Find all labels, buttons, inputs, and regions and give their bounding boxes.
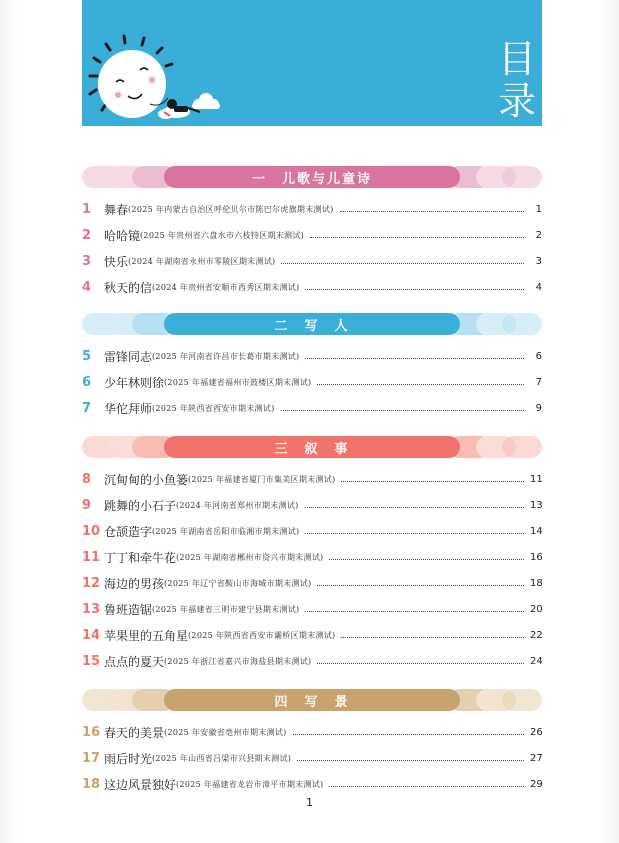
page-number: 1 (306, 796, 313, 809)
dot-leader (281, 263, 524, 264)
entry-number: 6 (82, 374, 92, 390)
entry-number: 10 (82, 523, 101, 539)
entry-page-number: 7 (535, 376, 542, 388)
entry-number: 11 (82, 549, 101, 565)
toc-entry[interactable] (82, 596, 542, 622)
entry-page-number: 11 (530, 473, 543, 485)
entry-title: 点点的夏天 (104, 654, 165, 669)
toc-title-char: 目 (497, 37, 536, 81)
section-banner (82, 436, 542, 458)
entry-number: 13 (82, 601, 101, 617)
toc-entry[interactable] (82, 248, 542, 274)
entry-number: 12 (82, 575, 101, 591)
entry-page-number: 14 (530, 525, 543, 537)
dot-leader (329, 786, 524, 787)
toc-entry[interactable] (82, 196, 542, 222)
dot-leader (317, 663, 524, 664)
entry-source: (2025 年内蒙古自治区呼伦贝尔市陈巴尔虎旗期末测试) (128, 204, 334, 214)
entry-source: (2025 年贵州省六盘水市六枝特区期末测试) (140, 230, 305, 240)
entry-source: (2025 年山西省吕梁市兴县期末测试) (152, 753, 292, 763)
entry-title: 少年林则徐 (104, 375, 165, 390)
banner-decoration (502, 436, 542, 458)
banner-decoration (502, 166, 542, 188)
toc-entry-list (82, 196, 542, 300)
dot-leader (329, 559, 524, 560)
toc-entry[interactable] (82, 622, 542, 648)
dot-leader (340, 211, 524, 212)
entry-title: 雷锋同志 (104, 349, 153, 364)
entry-title: 苹果里的五角星 (104, 628, 189, 643)
entry-page-number: 29 (530, 778, 543, 790)
entry-page-number: 9 (535, 402, 542, 414)
toc-entry[interactable] (82, 544, 542, 570)
entry-page-number: 4 (535, 281, 542, 293)
entry-source: (2025 年河南省许昌市长葛市期末测试) (152, 351, 300, 361)
section-title: 三 叙 事 (164, 436, 460, 458)
entry-title: 舞春 (104, 202, 129, 217)
entry-title: 跳舞的小石子 (104, 498, 177, 513)
dot-leader (341, 637, 524, 638)
entry-page-number: 18 (530, 577, 543, 589)
entry-page-number: 2 (535, 229, 542, 241)
entry-number: 5 (82, 348, 92, 364)
dot-leader (310, 237, 524, 238)
section-banner (82, 313, 542, 335)
entry-source: (2025 年陕西省西安市期末测试) (152, 403, 275, 413)
entry-title: 这边风景独好 (104, 777, 177, 792)
dot-leader (305, 358, 524, 359)
toc-entry[interactable] (82, 570, 542, 596)
dot-leader (293, 734, 524, 735)
entry-number: 17 (82, 750, 101, 766)
dot-leader (305, 611, 524, 612)
entry-source: (2024 年贵州省安顺市西秀区期末测试) (152, 282, 300, 292)
entry-source: (2025 年福建省厦门市集美区期末测试) (188, 474, 336, 484)
entry-source: (2025 年浙江省嘉兴市海盐县期末测试) (164, 656, 312, 666)
toc-entry[interactable] (82, 274, 542, 300)
dot-leader (305, 289, 524, 290)
toc-entry[interactable] (82, 492, 542, 518)
section-children-songs (82, 166, 542, 300)
toc-entry[interactable] (82, 369, 542, 395)
entry-number: 9 (82, 497, 92, 513)
section-title: 二 写 人 (164, 313, 460, 335)
entry-number: 18 (82, 776, 101, 792)
entry-source: (2025 年福建省福州市鼓楼区期末测试) (164, 377, 312, 387)
section-scenery (82, 689, 542, 797)
entry-title: 哈哈镜 (104, 228, 141, 243)
section-banner (82, 166, 542, 188)
toc-entry-list (82, 343, 542, 421)
toc-entry[interactable] (82, 518, 542, 544)
entry-page-number: 6 (535, 350, 542, 362)
dot-leader (297, 760, 524, 761)
toc-entry[interactable] (82, 395, 542, 421)
entry-title: 秋天的信 (104, 280, 153, 295)
entry-page-number: 1 (535, 203, 542, 215)
entry-source: (2025 年福建省龙岩市漳平市期末测试) (176, 779, 324, 789)
banner-decoration (502, 313, 542, 335)
entry-number: 14 (82, 627, 101, 643)
toc-entry[interactable] (82, 222, 542, 248)
dot-leader (281, 410, 524, 411)
toc-entry-list (82, 719, 542, 797)
toc-title-char: 录 (497, 79, 536, 123)
section-banner (82, 689, 542, 711)
toc-entry[interactable] (82, 771, 542, 797)
section-title: 一 儿歌与儿童诗 (164, 166, 460, 188)
entry-title: 海边的男孩 (104, 576, 165, 591)
entry-source: (2024 年湖南省永州市零陵区期末测试) (128, 256, 276, 266)
header-banner (82, 0, 542, 126)
entry-title: 仓颉造字 (104, 524, 153, 539)
entry-number: 15 (82, 653, 101, 669)
entry-title: 华佗拜师 (104, 401, 153, 416)
entry-number: 8 (82, 471, 92, 487)
entry-title: 快乐 (104, 254, 129, 269)
toc-entry[interactable] (82, 648, 542, 674)
entry-number: 16 (82, 724, 101, 740)
entry-number: 4 (82, 279, 92, 295)
dot-leader (305, 533, 524, 534)
toc-entry[interactable] (82, 745, 542, 771)
entry-number: 7 (82, 400, 92, 416)
entry-title: 春天的美景 (104, 725, 165, 740)
entry-source: (2025 年湖南省岳阳市临湘市期末测试) (152, 526, 300, 536)
toc-entry[interactable] (82, 343, 542, 369)
entry-page-number: 3 (535, 255, 542, 267)
entry-source: (2025 年湖南省郴州市资兴市期末测试) (176, 552, 324, 562)
section-writing-people (82, 313, 542, 421)
entry-number: 2 (82, 227, 92, 243)
toc-entry[interactable] (82, 466, 542, 492)
entry-title: 鲁班造锯 (104, 602, 153, 617)
entry-number: 3 (82, 253, 92, 269)
section-narrative (82, 436, 542, 674)
toc-title (494, 38, 540, 122)
section-title: 四 写 景 (164, 689, 460, 711)
sun-kite-illustration (82, 0, 282, 126)
entry-source: (2025 年辽宁省鞍山市海城市期末测试) (164, 578, 312, 588)
dot-leader (341, 481, 524, 482)
entry-page-number: 27 (530, 752, 543, 764)
entry-page-number: 20 (530, 603, 543, 615)
entry-title: 丁丁和牵牛花 (104, 550, 177, 565)
entry-page-number: 16 (530, 551, 543, 563)
banner-decoration (502, 689, 542, 711)
entry-source: (2025 年陕西省西安市灞桥区期末测试) (188, 630, 336, 640)
dot-leader (305, 507, 524, 508)
dot-leader (317, 384, 524, 385)
toc-entry[interactable] (82, 719, 542, 745)
entry-source: (2025 年福建省三明市建宁县期末测试) (152, 604, 300, 614)
entry-source: (2024 年河南省郑州市期末测试) (176, 500, 299, 510)
entry-page-number: 24 (530, 655, 543, 667)
entry-page-number: 13 (530, 499, 543, 511)
entry-page-number: 22 (530, 629, 543, 641)
entry-page-number: 26 (530, 726, 543, 738)
entry-number: 1 (82, 201, 92, 217)
entry-source: (2025 年安徽省亳州市期末测试) (164, 727, 287, 737)
entry-title: 雨后时光 (104, 751, 153, 766)
entry-title: 沉甸甸的小鱼篓 (104, 472, 189, 487)
dot-leader (317, 585, 524, 586)
toc-entry-list (82, 466, 542, 674)
